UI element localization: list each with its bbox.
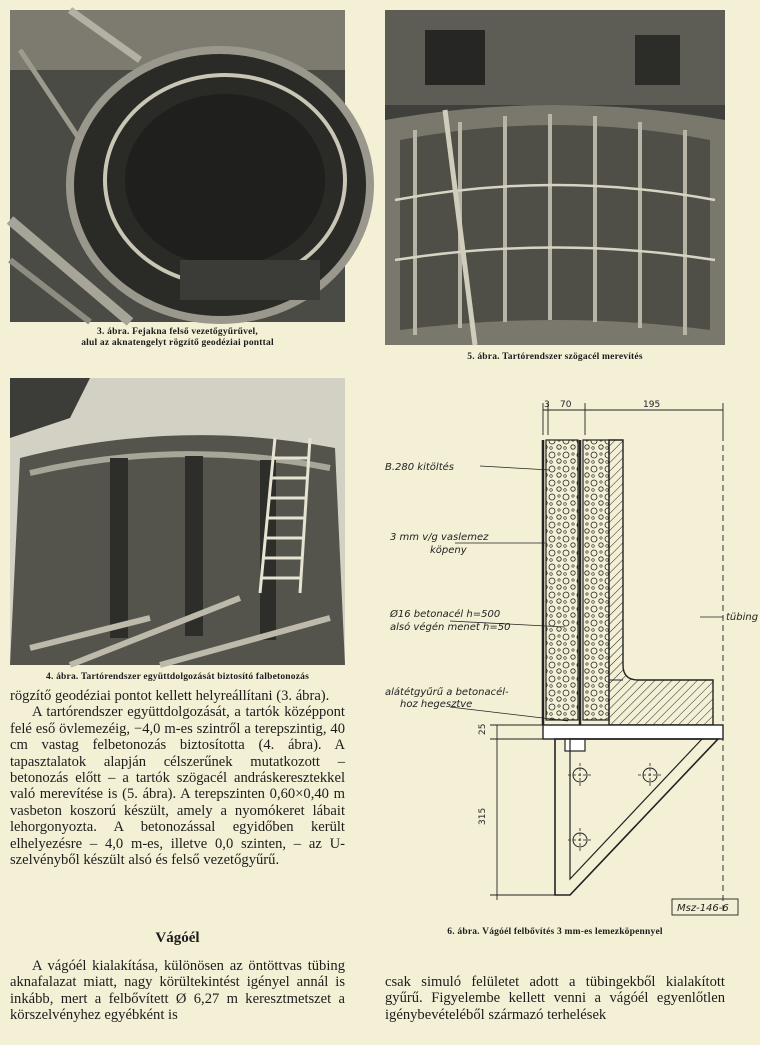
- left-column-text-2: [10, 958, 345, 1024]
- label-rebar-line2: alsó végén menet h=50: [390, 622, 511, 633]
- label-rebar-line1: Ø16 betonacél h=500: [390, 609, 501, 620]
- label-ring-line1: alátétgyűrű a betonacél-: [385, 687, 509, 698]
- left-column-text: [10, 688, 345, 868]
- paragraph-1: rögzítő geodéziai pontot kellett helyreállítani (3. ábra).: [10, 688, 330, 704]
- label-plate-line2: köpeny: [430, 545, 467, 556]
- label-fill: B.280 kitöltés: [385, 462, 454, 473]
- dim-25: 25: [478, 723, 488, 735]
- figure-4-photo: [10, 378, 345, 665]
- figure-6-drawing: [380, 395, 759, 920]
- section-heading: Vágóél: [155, 930, 200, 946]
- drawing-code: Msz-146-6: [677, 903, 729, 914]
- label-ring-line2: hoz hegesztve: [400, 699, 473, 710]
- paragraph-3: A vágóél kialakítása, különösen az öntöttvas tübing aknafalazat miatt, nagy körültekintést igényel annál is inkább, mert a felbővített Ø 6,27 m keresztmetszet a körszelvényhez egyébként is: [10, 958, 345, 1024]
- figure-4-caption: 4. ábra. Tartórendszer együttdolgozását biztosító falbetonozás: [46, 672, 309, 682]
- paragraph-2: A tartórendszer együttdolgozását, a tartók középpont felé eső övlemezéig, −4,0 m-es szintről a terepszintig, 40 cm vastag felbetonozás biztosította (4. ábra). A tapasztalatok alapján célszerűnek mutatkozott – betonozás előtt – a tartók szögacél andráskeresztekkel való merevítése is (5. ábra). A terepszinten 0,60×0,40 m vasbeton koszorú készült, amely a nyomókeret lábait lehorgonyozta. A betonozással egyidőben került elhelyezésre – 4,0 m-es, illetve 0,0 szinten, – az U-szelvényből készült alsó és felső vezetőgyűrű.: [10, 704, 345, 869]
- dim-70: 70: [560, 400, 572, 410]
- label-plate-line1: 3 mm v/g vaslemez: [390, 532, 489, 543]
- figure-5-photo: [385, 10, 725, 345]
- dim-195: 195: [643, 400, 661, 410]
- right-column-text: [385, 974, 725, 1023]
- dim-315: 315: [478, 807, 488, 825]
- figure-3-photo: [10, 10, 345, 322]
- figure-6-caption: 6. ábra. Vágóél felbővítés 3 mm-es lemezköpennyel: [447, 927, 663, 937]
- figure-3-caption: 3. ábra. Fejakna felső vezetőgyűrűvel, alul az aknatengelyt rögzítő geodéziai ponttal: [81, 327, 274, 348]
- figure-5-caption: 5. ábra. Tartórendszer szögacél merevítés: [467, 352, 643, 362]
- paragraph-right: csak simuló felületet adott a tübingekből kialakított gyűrű. Figyelembe kellett venni a vágóél egyenlőtlen igénybevételéből származó terhelések: [385, 974, 725, 1023]
- dim-3: 3: [544, 400, 550, 410]
- label-tubing: tübing: [726, 612, 759, 623]
